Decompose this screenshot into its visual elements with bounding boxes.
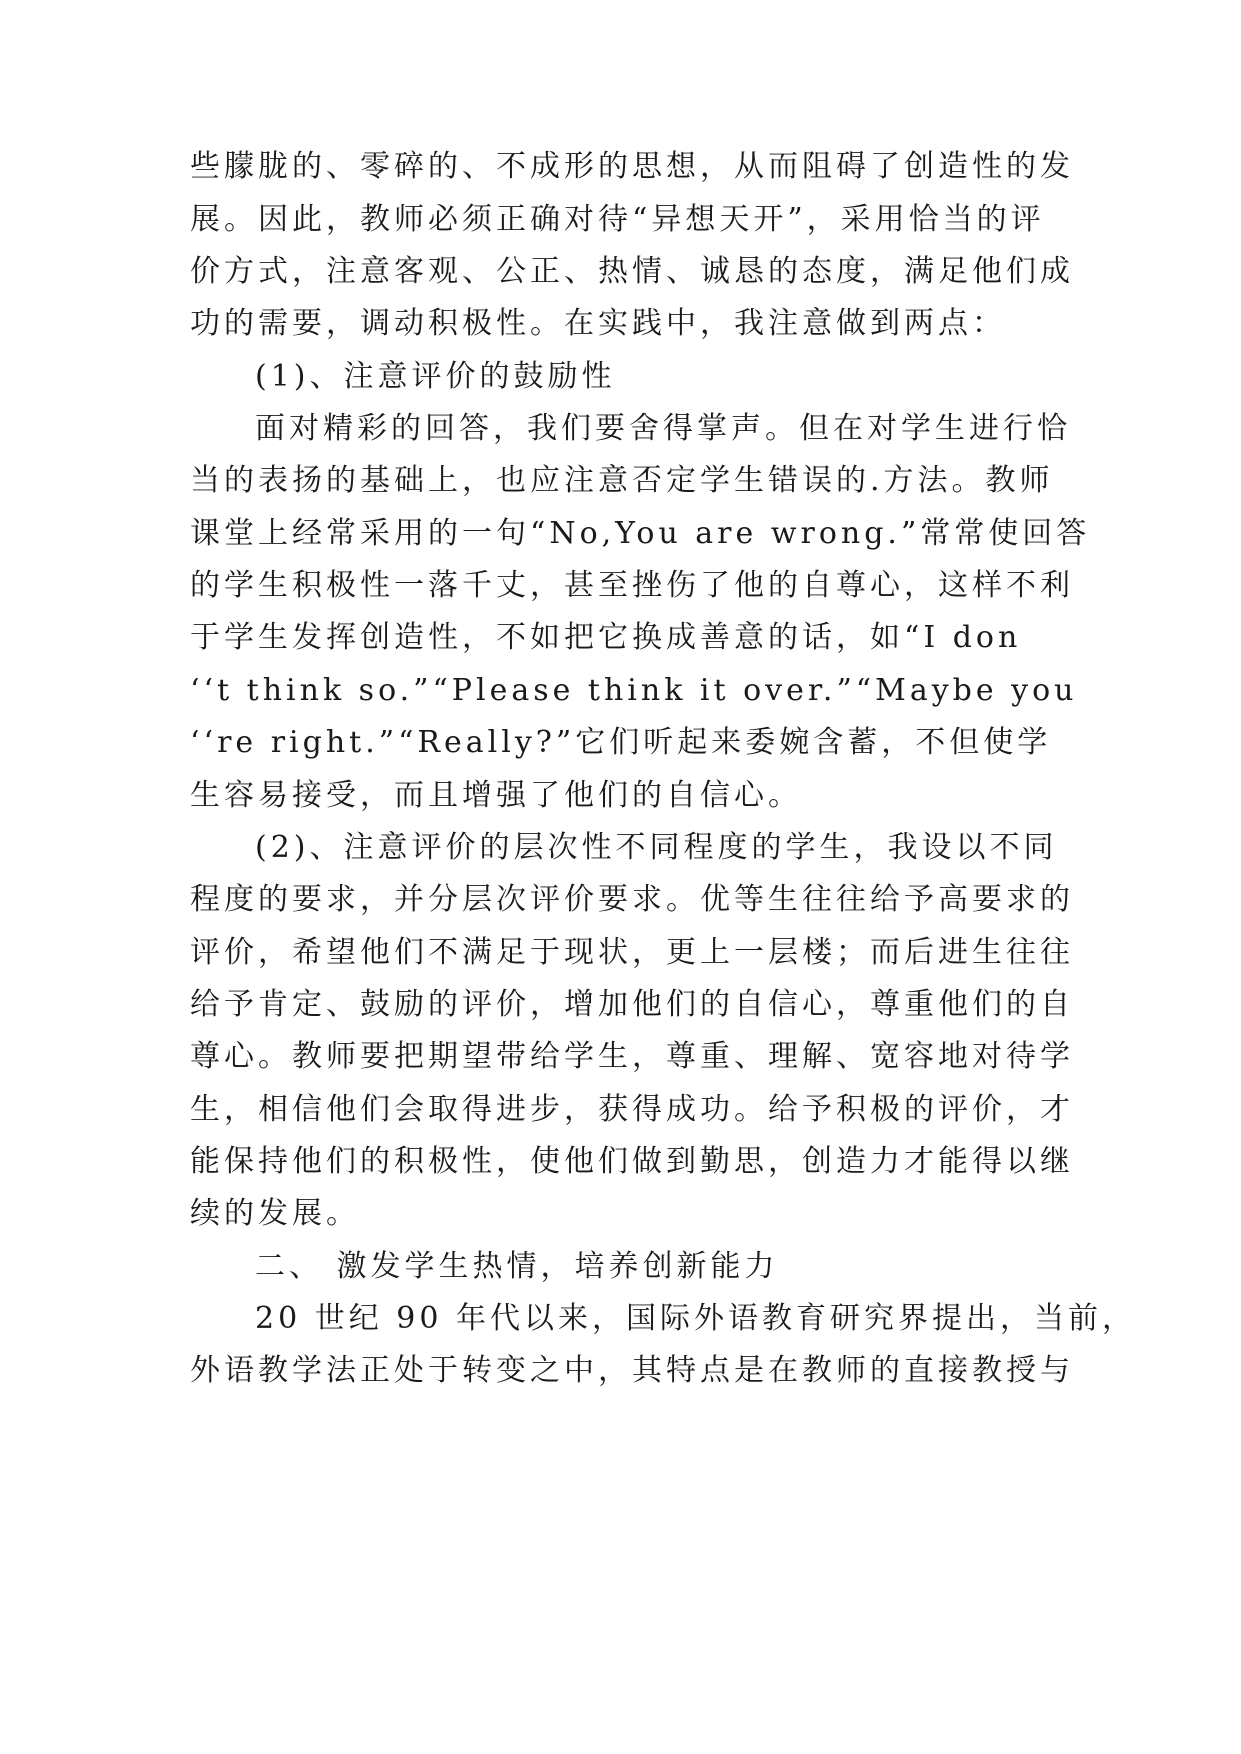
text-line: 面对精彩的回答，我们要舍得掌声。但在对学生进行恰 — [255, 411, 1071, 446]
text-line: ‘‘t think so.”“Please think it over.”“Maybe you — [190, 673, 1078, 708]
text-line: 的学生积极性一落千丈，甚至挫伤了他的自尊心，这样不利 — [190, 568, 1074, 603]
text-line: 给予肯定、鼓励的评价，增加他们的自信心，尊重他们的自 — [190, 987, 1074, 1022]
text-line: 价方式，注意客观、公正、热情、诚恳的态度，满足他们成 — [190, 254, 1074, 289]
text-line: 生，相信他们会取得进步，获得成功。给予积极的评价，才 — [190, 1092, 1074, 1127]
text-line: 于学生发挥创造性，不如把它换成善意的话，如“I don — [190, 620, 1022, 655]
text-line: 课堂上经常采用的一句“No,You are wrong.”常常使回答 — [190, 516, 1091, 551]
text-line: 生容易接受，而且增强了他们的自信心。 — [190, 778, 802, 813]
text-line: 些朦胧的、零碎的、不成形的思想，从而阻碍了创造性的发 — [190, 149, 1074, 184]
text-line: 评价，希望他们不满足于现状，更上一层楼；而后进生往往 — [190, 935, 1074, 970]
text-line: 当的表扬的基础上，也应注意否定学生错误的.方法。教师 — [190, 463, 1054, 498]
text-line: 尊心。教师要把期望带给学生，尊重、理解、宽容地对待学 — [190, 1039, 1074, 1074]
section-heading: (1)、注意评价的鼓励性 — [255, 359, 616, 394]
text-line: 展。因此，教师必须正确对待“异想天开”，采用恰当的评 — [190, 202, 1045, 237]
text-line: 外语教学法正处于转变之中，其特点是在教师的直接教授与 — [190, 1353, 1074, 1388]
text-line: 程度的要求，并分层次评价要求。优等生往往给予高要求的 — [190, 882, 1074, 917]
section-heading: 二、 激发学生热情，培养创新能力 — [255, 1249, 779, 1284]
text-line: 续的发展。 — [190, 1196, 360, 1231]
text-line: 20 世纪 90 年代以来，国际外语教育研究界提出，当前， — [255, 1301, 1136, 1336]
text-line: (2)、注意评价的层次性不同程度的学生，我设以不同 — [255, 830, 1058, 865]
text-line: 功的需要，调动积极性。在实践中，我注意做到两点： — [190, 306, 1006, 341]
text-line: ‘‘re right.”“Really?”它们听起来委婉含蓄，不但使学 — [190, 725, 1052, 760]
text-line: 能保持他们的积极性，使他们做到勤思，创造力才能得以继 — [190, 1144, 1074, 1179]
